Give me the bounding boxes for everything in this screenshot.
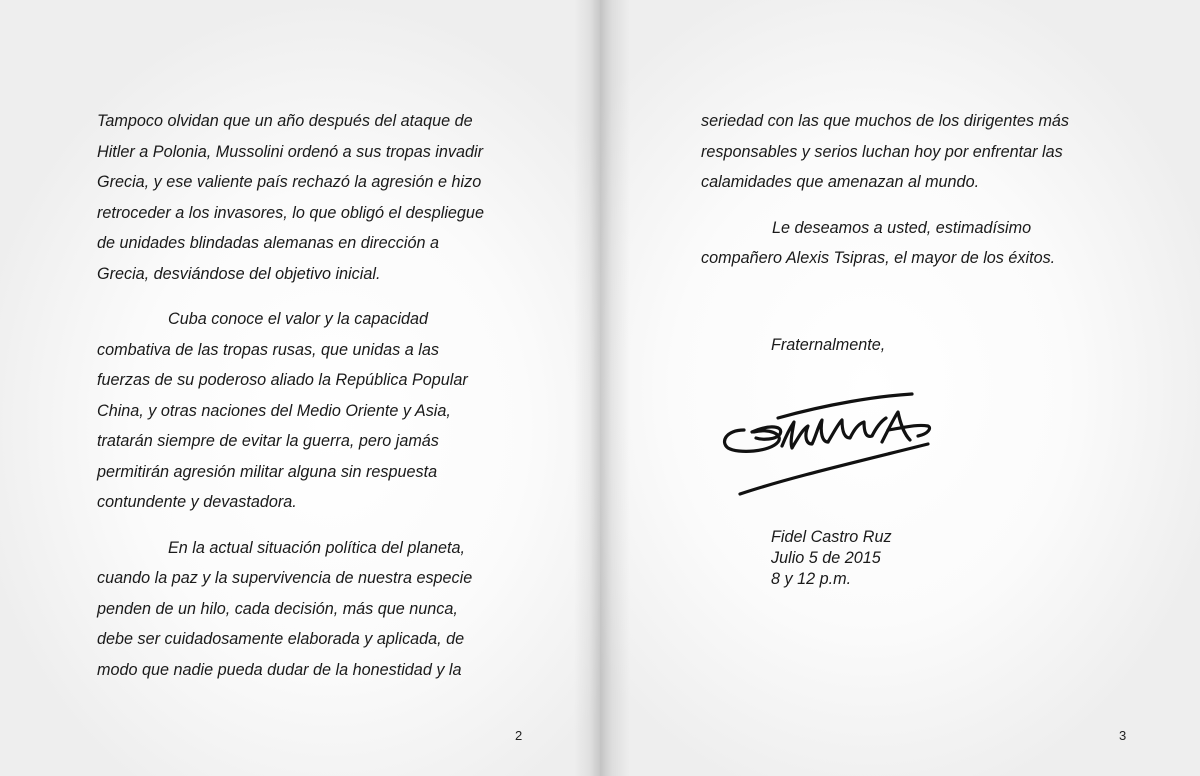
- text-line: debe ser cuidadosamente elaborada y aplicada, de: [97, 630, 465, 648]
- paragraph: [701, 106, 1131, 198]
- signature-time: 8 y 12 p.m.: [771, 570, 852, 588]
- page-number: 3: [1119, 728, 1127, 743]
- paragraph: [701, 213, 1131, 274]
- paragraph: [97, 533, 537, 686]
- signature-date: Julio 5 de 2015: [771, 549, 881, 567]
- text-line: cuando la paz y la supervivencia de nuestra especie: [97, 569, 473, 587]
- handwritten-signature: [718, 382, 938, 502]
- text-line: retroceder a los invasores, lo que obligó el despliegue: [97, 203, 484, 222]
- text-line: En la actual situación política del planeta,: [168, 538, 465, 557]
- text-line: permitirán agresión militar alguna sin respuesta: [97, 462, 438, 481]
- text-line: Cuba conoce el valor y la capacidad: [168, 310, 429, 328]
- text-line: tratarán siempre de evitar la guerra, pero jamás: [97, 432, 439, 450]
- page-number: 2: [515, 728, 523, 743]
- right-page-body: [701, 106, 1131, 289]
- text-line: Tampoco olvidan que un año después del ataque de: [97, 112, 473, 130]
- text-line: combativa de las tropas rusas, que unidas a las: [97, 340, 439, 359]
- signer-name: Fidel Castro Ruz: [771, 528, 892, 546]
- text-line: China, y otras naciones del Medio Oriente y Asia,: [97, 401, 451, 420]
- text-line: penden de un hilo, cada decisión, más que nunca,: [97, 599, 458, 618]
- closing-salutation: Fraternalmente,: [771, 336, 886, 354]
- text-line: responsables y serios luchan hoy por enfrentar las: [701, 142, 1063, 161]
- text-line: modo que nadie pueda dudar de la honestidad y la: [97, 660, 462, 679]
- text-line: Grecia, y ese valiente país rechazó la agresión e hizo: [97, 173, 482, 191]
- right-page: [600, 0, 1200, 776]
- text-line: contundente y devastadora.: [97, 493, 297, 511]
- text-line: de unidades blindadas alemanas en dirección a: [97, 234, 439, 252]
- signature-block: [771, 527, 892, 590]
- left-page-body: [97, 106, 537, 700]
- text-line: Grecia, desviándose del objetivo inicial.: [97, 264, 381, 283]
- text-line: Hitler a Polonia, Mussolini ordenó a sus tropas invadir: [97, 142, 483, 161]
- paragraph: [97, 304, 537, 518]
- paragraph: [97, 106, 537, 289]
- text-line: seriedad con las que muchos de los dirigentes más: [701, 112, 1070, 130]
- text-line: calamidades que amenazan al mundo.: [701, 173, 980, 191]
- text-line: compañero Alexis Tsipras, el mayor de los éxitos.: [701, 249, 1056, 267]
- text-line: Le deseamos a usted, estimadísimo: [772, 218, 1032, 237]
- text-line: fuerzas de su poderoso aliado la República Popular: [97, 371, 468, 389]
